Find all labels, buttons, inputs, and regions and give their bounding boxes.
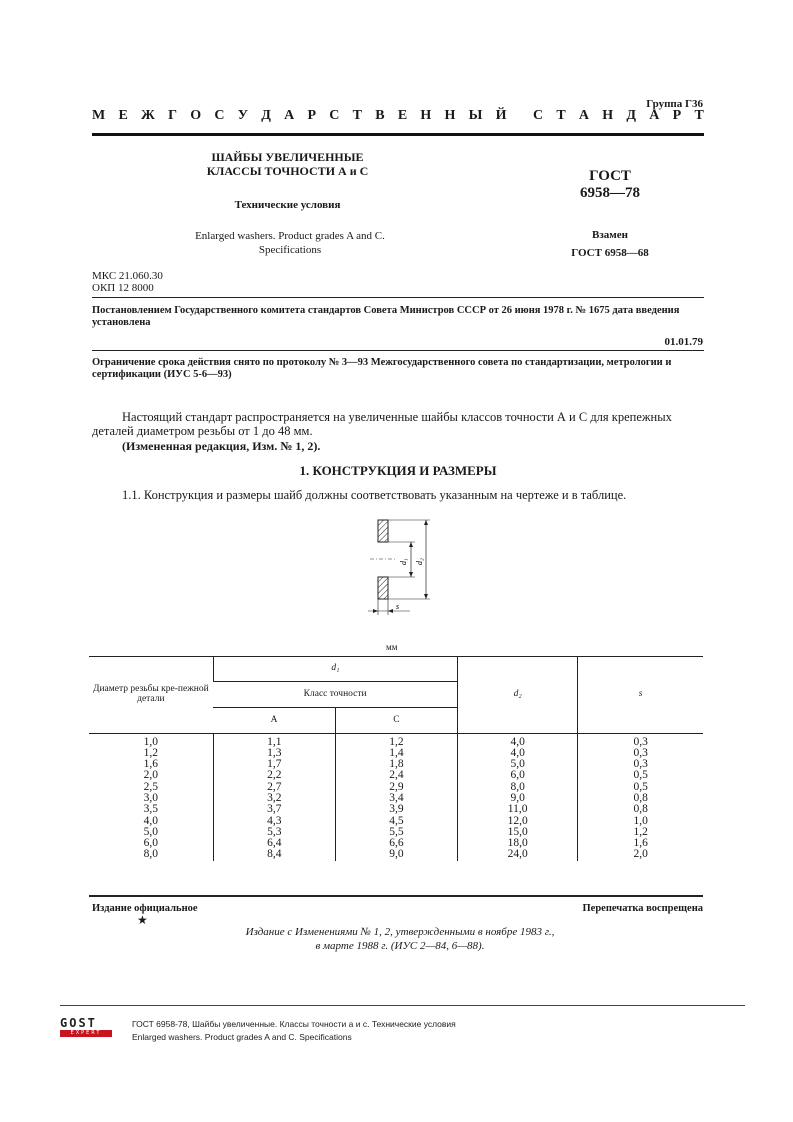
cell-c: 1,2 [335,733,457,748]
label-d1: d₁ [399,558,408,565]
label-s: s [396,602,400,611]
divider [92,297,704,298]
heading-letter: В [375,108,385,123]
cell-d2: 11,0 [458,804,578,815]
cell-c: 1,8 [335,759,457,770]
edition-line-1: Издание с Изменениями № 1, 2, утвержденными в ноябре 1983 г., [245,926,555,938]
table-row [89,804,703,815]
heading-letter: А [649,108,660,123]
col-accuracy-class: Класс точности [213,681,457,707]
cell-thread: 1,6 [143,758,159,771]
cell-thread: 5,0 [143,825,159,838]
cell-s: 0,8 [578,804,703,815]
cell-s: 2,0 [578,849,703,860]
cell-a: 4,3 [213,816,335,827]
mks-code: МКС 21.060.30 [92,270,163,282]
title-line-1: ШАЙБЫ УВЕЛИЧЕННЫЕ [211,150,364,164]
cell-c: 2,9 [335,782,457,793]
heading-letter: Й [495,108,507,123]
heading-letter: Ж [141,108,155,123]
official-edition: Издание официальное [92,903,198,914]
heading-letter: Р [672,108,682,123]
cell-c: 4,5 [335,816,457,827]
table-row [89,849,703,860]
cell-s: 0,8 [578,793,703,804]
classification-codes [92,270,163,294]
cell-a: 3,7 [213,804,335,815]
gost-expert-logo[interactable] [60,1018,114,1038]
heading-letter: Т [694,108,704,123]
heading-letter: Г [168,108,178,123]
cell-d2: 8,0 [458,782,578,793]
cell-d2: 15,0 [458,827,578,838]
cell-thread: 1,2 [143,746,159,759]
gost-label: ГОСТ [589,168,631,184]
cell-c: 9,0 [335,849,457,860]
replaces-label: Взамен [592,229,628,241]
washer-drawing [360,515,440,620]
cell-a: 1,3 [213,748,335,759]
cell-thread: 2,0 [143,769,159,782]
heading-letter: О [190,108,202,123]
edition-line-2: в марте 1988 г. (ИУС 2—84, 6—88). [315,940,485,952]
footer-text [132,1018,456,1044]
english-title-line-1: Enlarged washers. Product grades A and C. [195,230,385,242]
cell-a: 2,2 [213,770,335,781]
interstate-standard-heading [92,108,704,124]
section-heading: 1. КОНСТРУКЦИЯ И РАЗМЕРЫ [299,463,497,478]
heading-letter: А [284,108,295,123]
english-title [170,229,410,257]
cell-c: 3,9 [335,804,457,815]
cell-a: 2,7 [213,782,335,793]
heading-letter: Н [420,108,432,123]
limitation-text: Ограничение срока действия снято по протоколу № 3—93 Межгосударственного совета по стандартизации, метрологии и сертификации (ИУС 5-6—93) [92,357,672,380]
cell-c: 6,6 [335,838,457,849]
cell-a: 6,4 [213,838,335,849]
logo-text: GOST [60,1016,97,1030]
cell-thread: 2,5 [143,780,159,793]
gost-designation [535,168,685,202]
cell-a: 5,3 [213,827,335,838]
heading-letter: Н [602,108,614,123]
cell-c: 3,4 [335,793,457,804]
cell-thread: 3,5 [143,803,159,816]
amendment-note: (Измененная редакция, Изм. № 1, 2). [122,439,321,453]
cell-d2: 4,0 [458,748,578,759]
col-s: s [578,656,703,733]
heading-letter: У [237,108,249,123]
cell-thread: 1,0 [143,735,159,748]
heading-letter: Д [261,108,271,123]
gost-number: 6958—78 [580,185,640,201]
divider [92,350,704,351]
clause-1-1: 1.1. Конструкция и размеры шайб должны соответствовать указанным на чертеже и в таблице. [122,488,627,502]
star-icon: ★ [137,913,148,927]
effective-date: 01.01.79 [664,336,703,348]
cell-thread: 3,0 [143,791,159,804]
cell-s: 1,6 [578,838,703,849]
reprint-prohibited: Перепечатка воспрещена [582,903,703,914]
table-bottom-rule [89,895,703,897]
cell-d2: 24,0 [458,849,578,860]
cell-d2: 18,0 [458,838,578,849]
heading-letter: А [578,108,590,123]
heading-letter: М [92,108,106,123]
logo-bar: EXPERT [60,1030,112,1037]
cell-thread: 6,0 [143,837,159,850]
table-row [89,733,703,748]
cell-s: 0,5 [578,770,703,781]
document-subtitle: Технические условия [234,199,341,211]
heading-letter: Т [556,108,566,123]
heading-letter: Е [397,108,408,123]
cell-a: 1,7 [213,759,335,770]
heading-letter: С [532,108,544,123]
header-rule [92,133,704,136]
footer-line-1: ГОСТ 6958-78, Шайбы увеличенные. Классы точности а и с. Технические условия [132,1019,456,1029]
heading-letter: С [329,108,340,123]
title-line-2: КЛАССЫ ТОЧНОСТИ А и С [206,164,369,178]
unit-label: мм [386,642,398,652]
col-class-a: А [213,707,335,733]
label-d2: d₂ [415,558,424,565]
english-title-line-2: Specifications [258,244,322,256]
dimensions-table [89,656,703,861]
heading-letter: С [214,108,225,123]
okp-code: ОКП 12 8000 [92,282,154,294]
cell-thread: 4,0 [143,814,159,827]
cell-s: 1,2 [578,827,703,838]
edition-note [180,925,620,953]
heading-letter: Д [626,108,637,123]
col-d2: d₂ [458,656,578,733]
cell-c: 5,5 [335,827,457,838]
col-class-c: С [335,707,457,733]
col-d1: d₁ [213,656,457,681]
table-row [89,770,703,781]
cell-a: 8,4 [213,849,335,860]
cell-d2: 12,0 [458,816,578,827]
replaces-gost: ГОСТ 6958—68 [571,247,649,259]
heading-letter: Н [444,108,456,123]
cell-a: 3,2 [213,793,335,804]
cell-s: 0,3 [578,748,703,759]
document-title [180,150,395,178]
group-code: Группа Г36 [646,98,703,110]
cell-thread: 8,0 [143,848,159,861]
cell-s: 1,0 [578,816,703,827]
cell-s: 0,3 [578,759,703,770]
heading-letter: Ы [468,108,483,123]
heading-letter: Т [352,108,362,123]
cell-d2: 5,0 [458,759,578,770]
footer-line-2: Enlarged washers. Product grades A and C. Specifications [132,1032,352,1042]
washer-section-bottom [378,577,388,599]
washer-section-top [378,520,388,542]
heading-letter: Е [118,108,128,123]
cell-d2: 4,0 [458,733,578,748]
footer-rule [60,1005,745,1006]
cell-d2: 9,0 [458,793,578,804]
cell-c: 2,4 [335,770,457,781]
cell-d2: 6,0 [458,770,578,781]
decree-text: Постановлением Государственного комитета стандартов Совета Министров СССР от 26 июня 1978 г. № 1675 дата введения установлена [92,305,680,328]
cell-s: 0,5 [578,782,703,793]
heading-letter: Р [307,108,317,123]
cell-c: 1,4 [335,748,457,759]
cell-s: 0,3 [578,733,703,748]
replaces-block [535,226,685,262]
scope-paragraph: Настоящий стандарт распространяется на увеличенные шайбы классов точности А и С для крепежных деталей диаметром резьбы от 1 до 48 мм. [92,410,672,438]
col-thread-diameter: Диаметр резьбы кре-пежной детали [89,656,213,733]
cell-a: 1,1 [213,733,335,748]
